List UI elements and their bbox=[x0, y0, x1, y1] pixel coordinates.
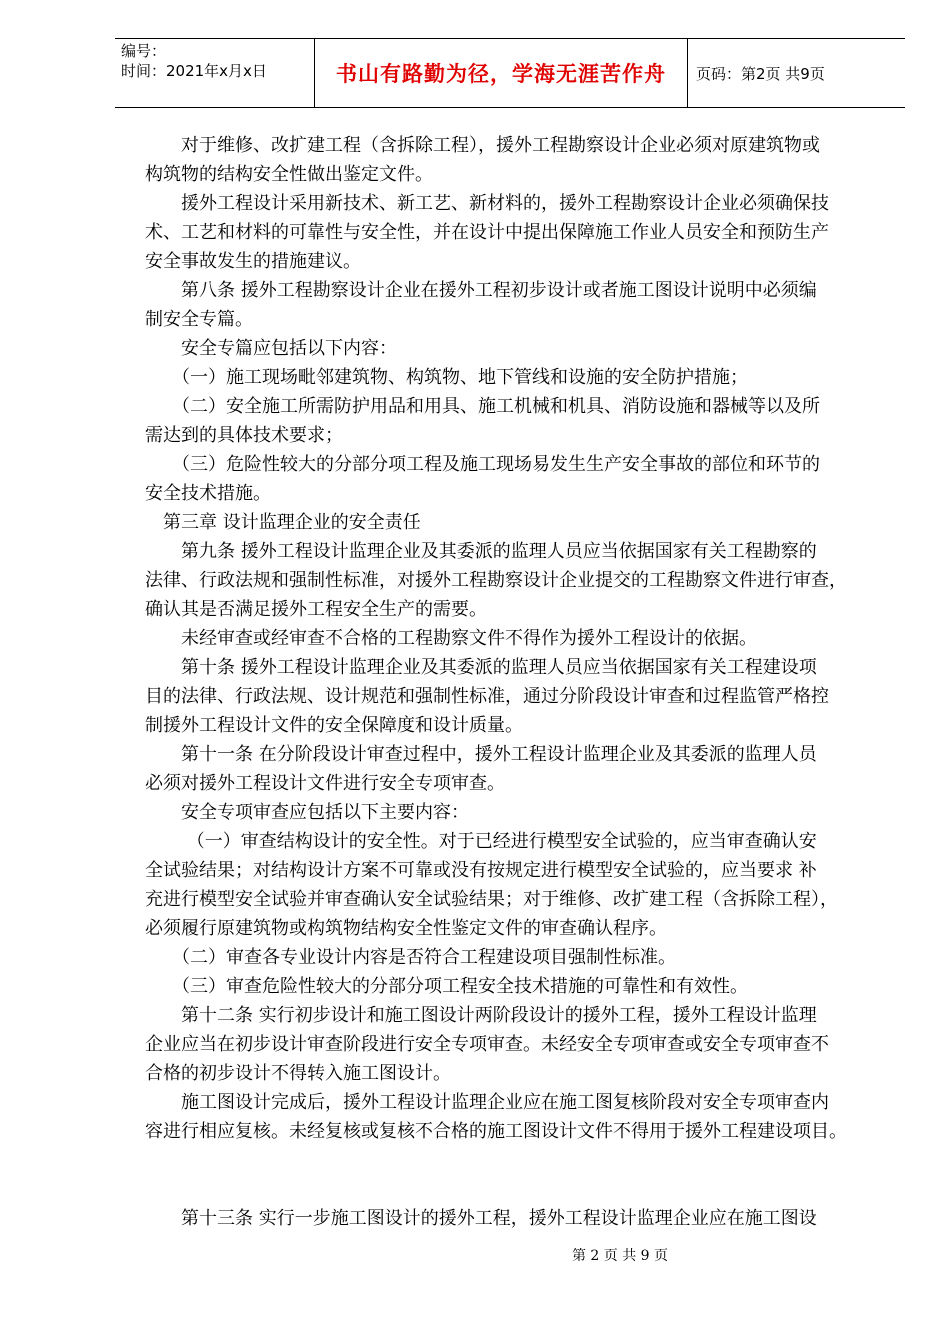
chapter-3-heading: 第三章 设计监理企业的安全责任 bbox=[145, 512, 421, 533]
body-line: 安全事故发生的措施建议。 bbox=[145, 251, 361, 272]
body-line: 容进行相应复核。未经复核或复核不合格的施工图设计文件不得用于援外工程建设项目。 bbox=[145, 1121, 847, 1142]
document-time-label: 时间：2021年x月x日 bbox=[121, 62, 267, 80]
body-line: 制安全专篇。 bbox=[145, 309, 253, 330]
body-line: 充进行模型安全试验并审查确认安全试验结果；对于维修、改扩建工程（含拆除工程）， bbox=[145, 889, 838, 910]
body-line: 目的法律、行政法规、设计规范和强制性标准，通过分阶段设计审查和过程监管严格控 bbox=[145, 686, 829, 707]
body-line: 全试验结果；对结构设计方案不可靠或没有按规定进行模型安全试验的，应当要求 补 bbox=[145, 860, 817, 881]
body-line: 构筑物的结构安全性做出鉴定文件。 bbox=[145, 164, 433, 185]
body-line: 制援外工程设计文件的安全保障度和设计质量。 bbox=[145, 715, 523, 736]
article-10-heading: 第十条 援外工程设计监理企业及其委派的监理人员应当依据国家有关工程建设项 bbox=[145, 657, 817, 678]
header-page-number: 页码：第2页 共9页 bbox=[696, 64, 825, 83]
body-line: 未经审查或经审查不合格的工程勘察文件不得作为援外工程设计的依据。 bbox=[145, 628, 757, 649]
article-9-heading: 第九条 援外工程设计监理企业及其委派的监理人员应当依据国家有关工程勘察的 bbox=[145, 541, 817, 562]
list-item: （三）审查危险性较大的分部分项工程安全技术措施的可靠性和有效性。 bbox=[145, 976, 748, 997]
body-line: 安全专项审查应包括以下主要内容： bbox=[145, 802, 469, 823]
body-line: 对于维修、改扩建工程（含拆除工程），援外工程勘察设计企业必须对原建筑物或 bbox=[145, 135, 820, 156]
header-motto-cell bbox=[315, 39, 688, 107]
list-item: （三）危险性较大的分部分项工程及施工现场易发生生产安全事故的部位和环节的 bbox=[145, 454, 820, 475]
header-meta bbox=[115, 39, 315, 107]
list-item: （一）审查结构设计的安全性。对于已经进行模型安全试验的，应当审查确认安 bbox=[145, 831, 817, 852]
document-number-label: 编号： bbox=[121, 42, 167, 60]
paragraph-gap bbox=[145, 1146, 890, 1204]
article-11-heading: 第十一条 在分阶段设计审查过程中，援外工程设计监理企业及其委派的监理人员 bbox=[145, 744, 817, 765]
body-line: 安全专篇应包括以下内容： bbox=[145, 338, 397, 359]
body-line: 必须对援外工程设计文件进行安全专项审查。 bbox=[145, 773, 505, 794]
body-line: 术、工艺和材料的可靠性与安全性，并在设计中提出保障施工作业人员安全和预防生产 bbox=[145, 222, 829, 243]
body-line: 确认其是否满足援外工程安全生产的需要。 bbox=[145, 599, 487, 620]
document-body bbox=[145, 131, 890, 1233]
body-line: 援外工程设计采用新技术、新工艺、新材料的，援外工程勘察设计企业必须确保技 bbox=[145, 193, 829, 214]
header-motto: 书山有路勤为径，学海无涯苦作舟 bbox=[336, 61, 666, 86]
body-line: 企业应当在初步设计审查阶段进行安全专项审查。未经安全专项审查或安全专项审查不 bbox=[145, 1034, 829, 1055]
body-line: 法律、行政法规和强制性标准，对援外工程勘察设计企业提交的工程勘察文件进行审查， bbox=[145, 570, 847, 591]
body-line: 施工图设计完成后，援外工程设计监理企业应在施工图复核阶段对安全专项审查内 bbox=[145, 1092, 829, 1113]
body-line: 必须履行原建筑物或构筑物结构安全性鉴定文件的审查确认程序。 bbox=[145, 918, 667, 939]
list-item: （二）安全施工所需防护用品和用具、施工机械和机具、消防设施和器械等以及所 bbox=[145, 396, 820, 417]
body-line: 需达到的具体技术要求； bbox=[145, 425, 343, 446]
body-line: 合格的初步设计不得转入施工图设计。 bbox=[145, 1063, 451, 1084]
list-item: （二）审查各专业设计内容是否符合工程建设项目强制性标准。 bbox=[145, 947, 676, 968]
header-page-cell bbox=[688, 39, 905, 107]
article-12-heading: 第十二条 实行初步设计和施工图设计两阶段设计的援外工程，援外工程设计监理 bbox=[145, 1005, 817, 1026]
body-line: 安全技术措施。 bbox=[145, 483, 271, 504]
list-item: （一）施工现场毗邻建筑物、构筑物、地下管线和设施的安全防护措施； bbox=[145, 367, 748, 388]
page-footer: 第 2 页 共 9 页 bbox=[571, 1248, 669, 1264]
article-8-heading: 第八条 援外工程勘察设计企业在援外工程初步设计或者施工图设计说明中必须编 bbox=[145, 280, 817, 301]
page-header bbox=[115, 38, 905, 108]
article-13-heading: 第十三条 实行一步施工图设计的援外工程，援外工程设计监理企业应在施工图设 bbox=[145, 1208, 817, 1229]
